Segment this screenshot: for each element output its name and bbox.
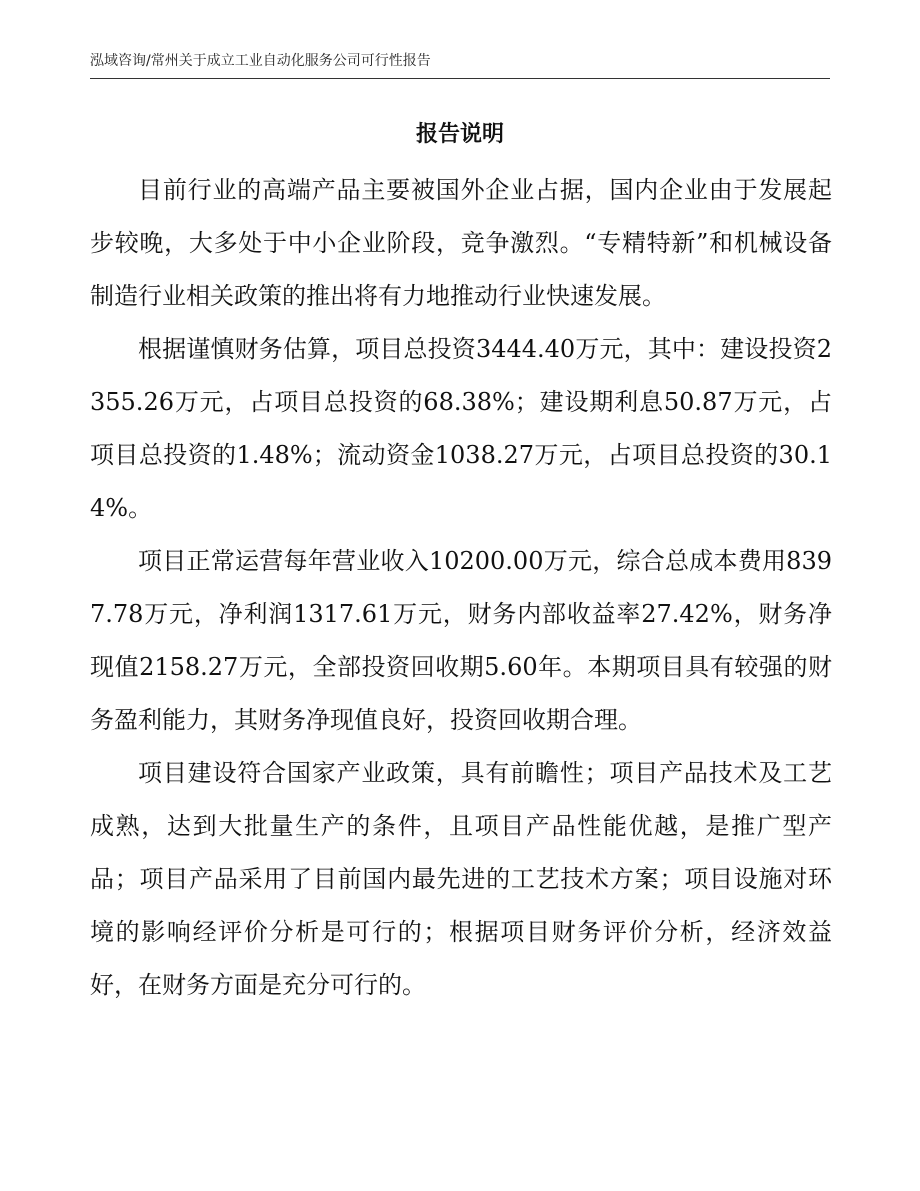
paragraph-financial-performance: 项目正常运营每年营业收入10200.00万元，综合总成本费用8397.78万元，净利润1317.61万元，财务内部收益率27.42%，财务净现值2158.27万元，全部投资回收期5.60年。本期项目具有较强的财务盈利能力，其财务净现值良好，投资回收期合理。 (90, 547, 832, 734)
paragraph-investment-estimate: 根据谨慎财务估算，项目总投资3444.40万元，其中：建设投资2355.26万元，占项目总投资的68.38%；建设期利息50.87万元，占项目总投资的1.48%；流动资金1038.27万元，占项目总投资的30.14%。 (90, 335, 832, 522)
section-title: 报告说明 (415, 122, 504, 147)
running-header: 泓域咨询/常州关于成立工业自动化服务公司可行性报告 (90, 53, 431, 69)
paragraph-feasibility-conclusion: 项目建设符合国家产业政策，具有前瞻性；项目产品技术及工艺成熟，达到大批量生产的条件，且项目产品性能优越，是推广型产品；项目产品采用了目前国内最先进的工艺技术方案；项目设施对环境的影响经评价分析是可行的；根据项目财务评价分析，经济效益好，在财务方面是充分可行的。 (90, 759, 832, 999)
header-divider (90, 78, 830, 79)
paragraph-industry-overview: 目前行业的高端产品主要被国外企业占据，国内企业由于发展起步较晚，大多处于中小企业阶段，竞争激烈。“专精特新”和机械设备制造行业相关政策的推出将有力地推动行业快速发展。 (90, 176, 832, 310)
report-body (90, 164, 832, 1012)
